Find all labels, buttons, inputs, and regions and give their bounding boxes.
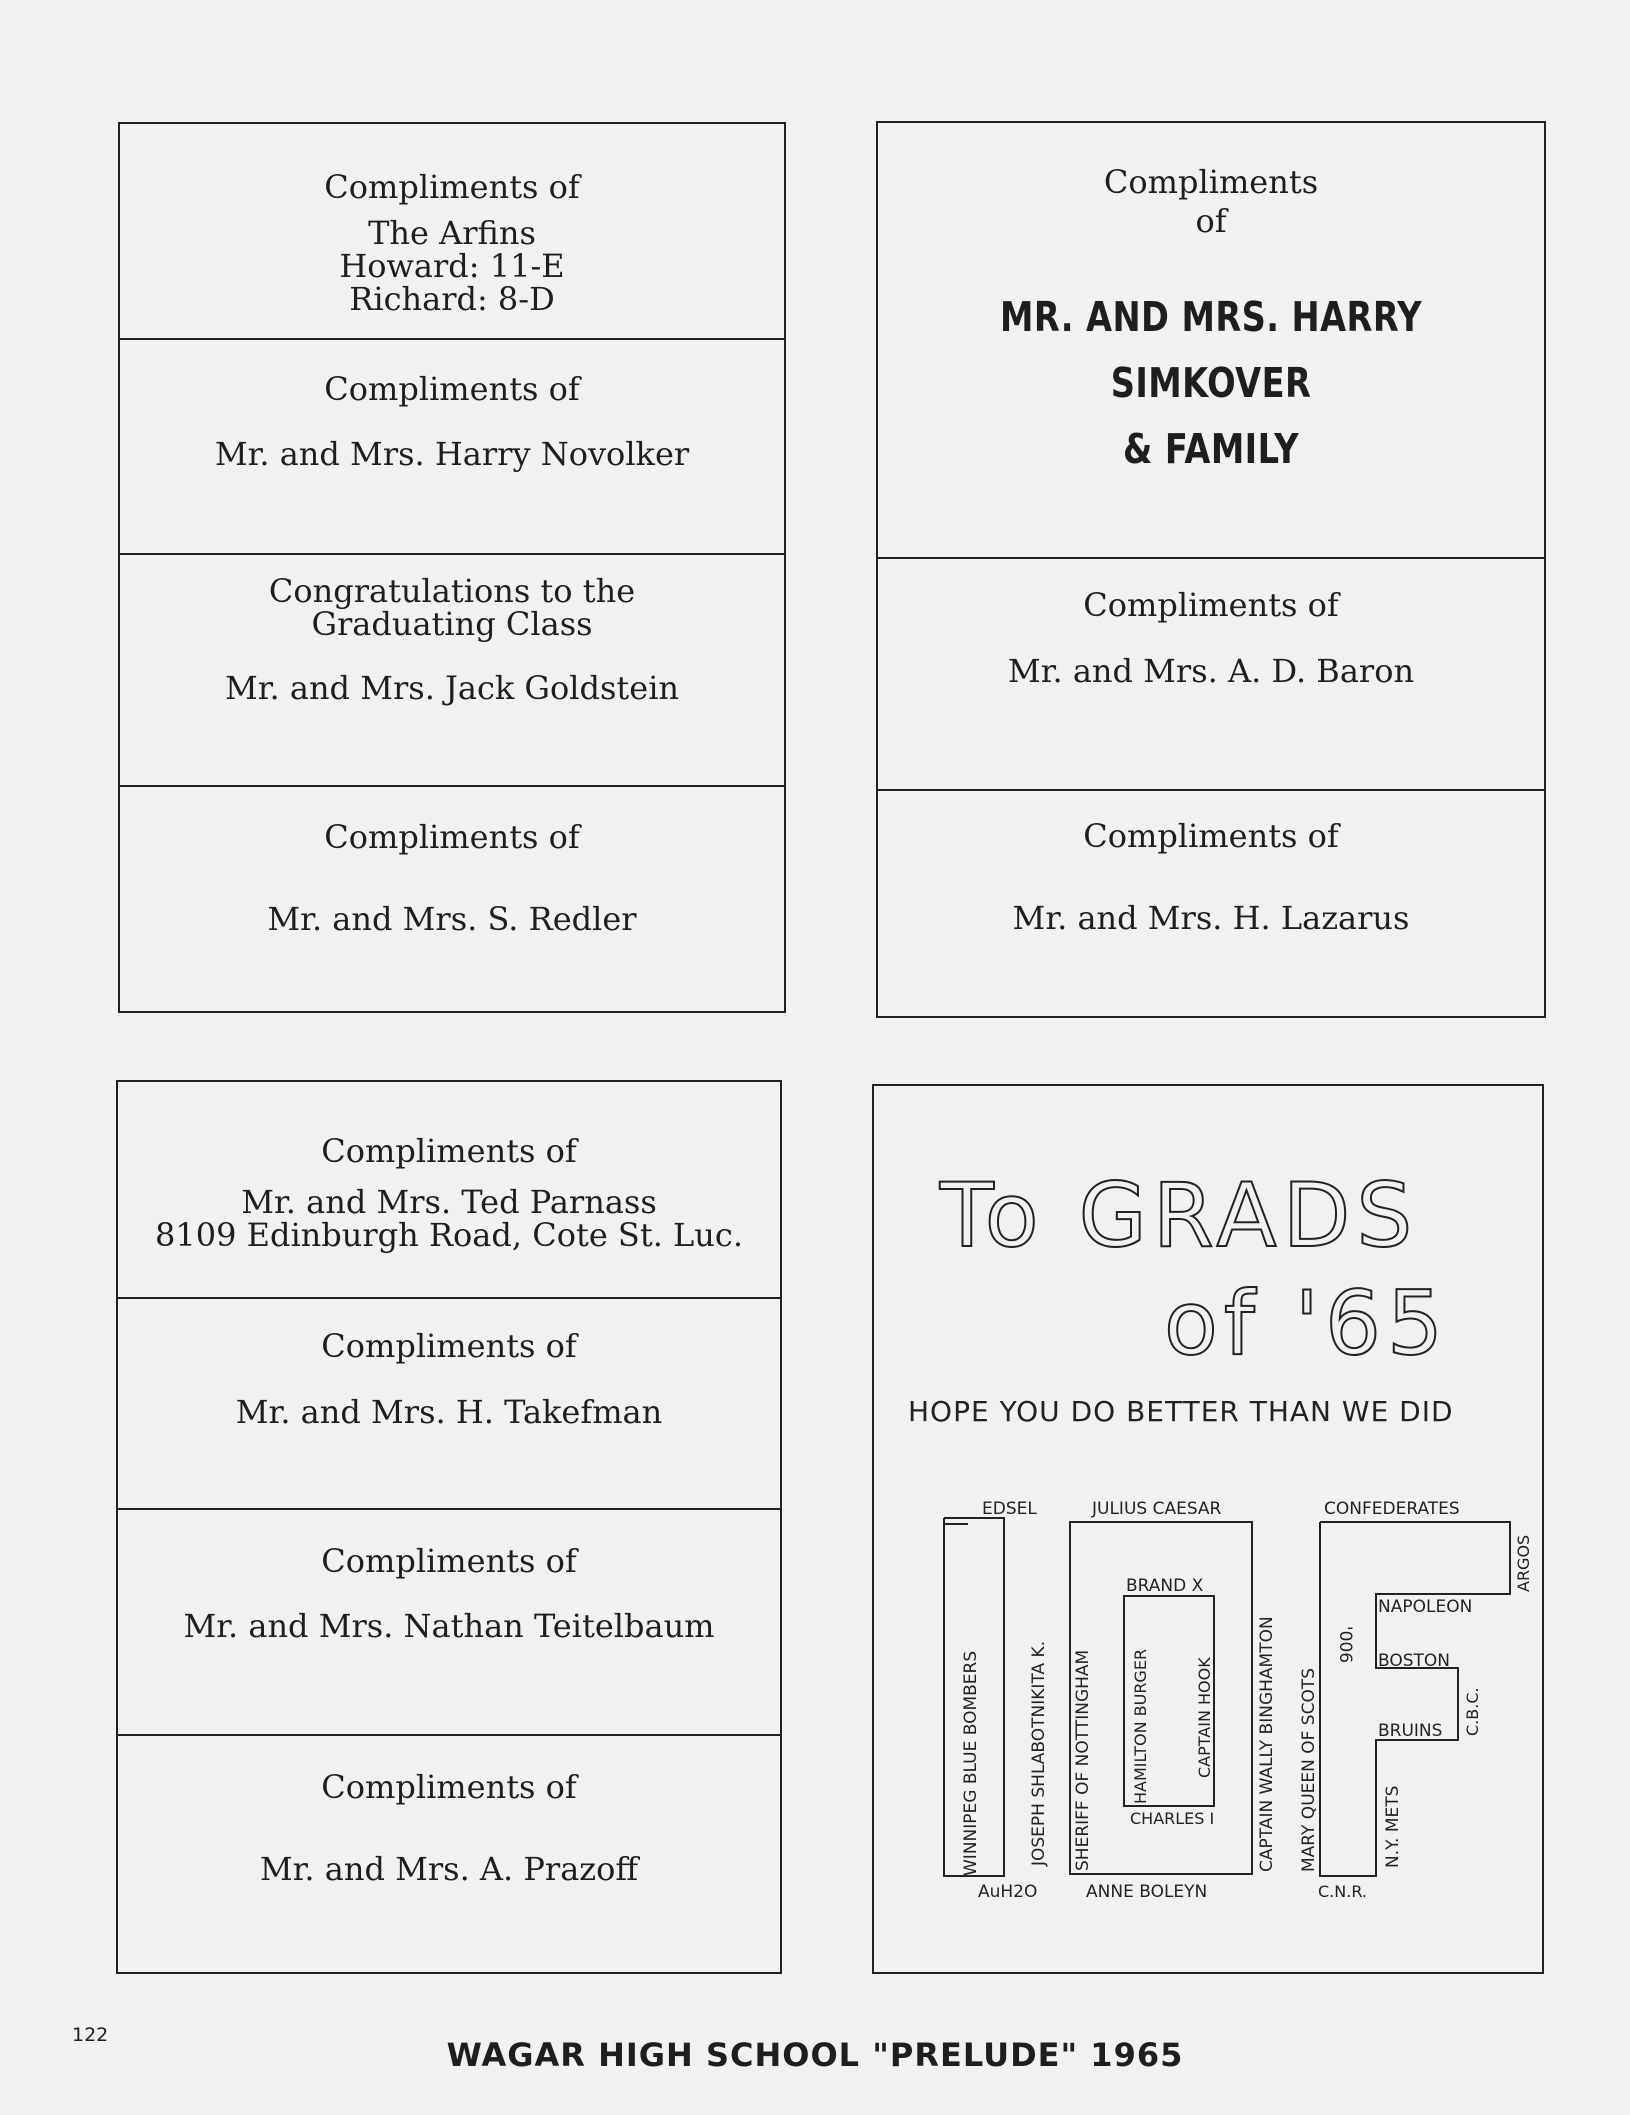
ad-heading: Compliments of	[321, 1768, 577, 1806]
ad-prazoff	[118, 1736, 780, 1972]
ad-redler	[120, 787, 784, 1011]
ad-line: Richard: 8-D	[349, 280, 555, 318]
title-of-65: of '65	[1164, 1272, 1449, 1375]
ad-line: Howard: 11-E	[339, 247, 565, 285]
ad-heading: Compliments of	[1083, 586, 1339, 624]
ad-heading: Compliments of	[321, 1327, 577, 1365]
ad-teitelbaum	[118, 1510, 780, 1736]
word-cnr: C.N.R.	[1318, 1882, 1367, 1901]
ad-name: The Arfins	[368, 214, 536, 252]
word-cbc: C.B.C.	[1463, 1687, 1482, 1736]
word-auh2o: AuH2O	[978, 1882, 1038, 1902]
word-wally: CAPTAIN WALLY BINGHAMTON	[1257, 1616, 1277, 1872]
ad-heading: Compliments of	[324, 168, 580, 206]
ad-name: Mr. and Mrs. Jack Goldstein	[224, 669, 680, 707]
word-brandx: BRAND X	[1126, 1576, 1204, 1596]
tagline: HOPE YOU DO BETTER THAN WE DID	[908, 1395, 1454, 1428]
grads-65-illustration	[874, 1086, 1541, 1971]
word-mets: N.Y. METS	[1383, 1785, 1403, 1868]
ad-box-bottom-left	[116, 1080, 782, 1974]
ad-name: & FAMILY	[1123, 425, 1299, 473]
ad-takefman	[118, 1299, 780, 1510]
ad-heading: of	[1195, 202, 1227, 240]
ad-arfins	[120, 124, 784, 340]
ad-parnass	[118, 1082, 780, 1299]
word-hamilton: HAMILTON BURGER	[1131, 1648, 1150, 1804]
page-number: 122	[72, 2024, 109, 2046]
ad-heading: Graduating Class	[311, 605, 593, 643]
ad-heading: Compliments of	[321, 1132, 577, 1170]
ad-novolker	[120, 340, 784, 555]
ad-goldstein	[120, 555, 784, 787]
word-edsel: EDSEL	[982, 1499, 1037, 1519]
word-boston: BOSTON	[1378, 1651, 1451, 1671]
word-napoleon: NAPOLEON	[1378, 1597, 1473, 1617]
ad-box-top-left	[118, 122, 786, 1013]
ad-name: Mr. and Mrs. H. Lazarus	[1012, 899, 1410, 937]
ad-name: Mr. and Mrs. Nathan Teitelbaum	[183, 1607, 715, 1645]
ad-name: Mr. and Mrs. Ted Parnass	[241, 1183, 657, 1221]
ad-name: Mr. and Mrs. A. Prazoff	[259, 1850, 639, 1888]
word-mary: MARY QUEEN OF SCOTS	[1299, 1667, 1319, 1872]
ad-name: Mr. and Mrs. H. Takefman	[235, 1393, 663, 1431]
ad-name: Mr. and Mrs. S. Redler	[267, 900, 637, 938]
ad-heading: Compliments of	[321, 1542, 577, 1580]
ad-baron	[878, 559, 1544, 791]
ad-heading: Compliments	[1103, 163, 1319, 201]
ad-heading: Compliments of	[324, 818, 580, 856]
ad-heading: Compliments of	[1083, 817, 1339, 855]
ad-name: Mr. and Mrs. Harry Novolker	[214, 435, 690, 473]
word-nineoh: '006	[1335, 1626, 1355, 1664]
word-hook: CAPTAIN HOOK	[1195, 1657, 1214, 1778]
word-winnipeg: WINNIPEG BLUE BOMBERS	[961, 1650, 981, 1876]
ad-heading: Compliments of	[324, 370, 580, 408]
word-argos: ARGOS	[1514, 1534, 1533, 1592]
ad-box-grads-65	[872, 1084, 1544, 1974]
ad-box-top-right	[876, 121, 1546, 1018]
word-charles: CHARLES I	[1130, 1809, 1215, 1828]
page-footer: WAGAR HIGH SCHOOL "PRELUDE" 1965	[446, 2036, 1184, 2074]
ad-simkover	[878, 123, 1544, 559]
ad-address: 8109 Edinburgh Road, Cote St. Luc.	[154, 1216, 743, 1254]
word-confederates: CONFEDERATES	[1324, 1499, 1460, 1519]
ad-name: Mr. and Mrs. A. D. Baron	[1007, 652, 1415, 690]
word-julius: JULIUS CAESAR	[1092, 1499, 1222, 1519]
ad-lazarus	[878, 791, 1544, 1016]
word-anne: ANNE BOLEYN	[1086, 1882, 1208, 1902]
word-sheriff: SHERIFF OF NOTTINGHAM	[1073, 1649, 1093, 1871]
word-bruins: BRUINS	[1378, 1721, 1443, 1741]
ad-name: MR. AND MRS. HARRY SIMKOVER	[999, 293, 1423, 407]
title-to-grads: To GRADS	[940, 1164, 1419, 1267]
word-joseph: JOSEPH SHLABOTNIKITA K.	[1029, 1640, 1049, 1866]
ad-heading: Congratulations to the	[268, 572, 636, 610]
